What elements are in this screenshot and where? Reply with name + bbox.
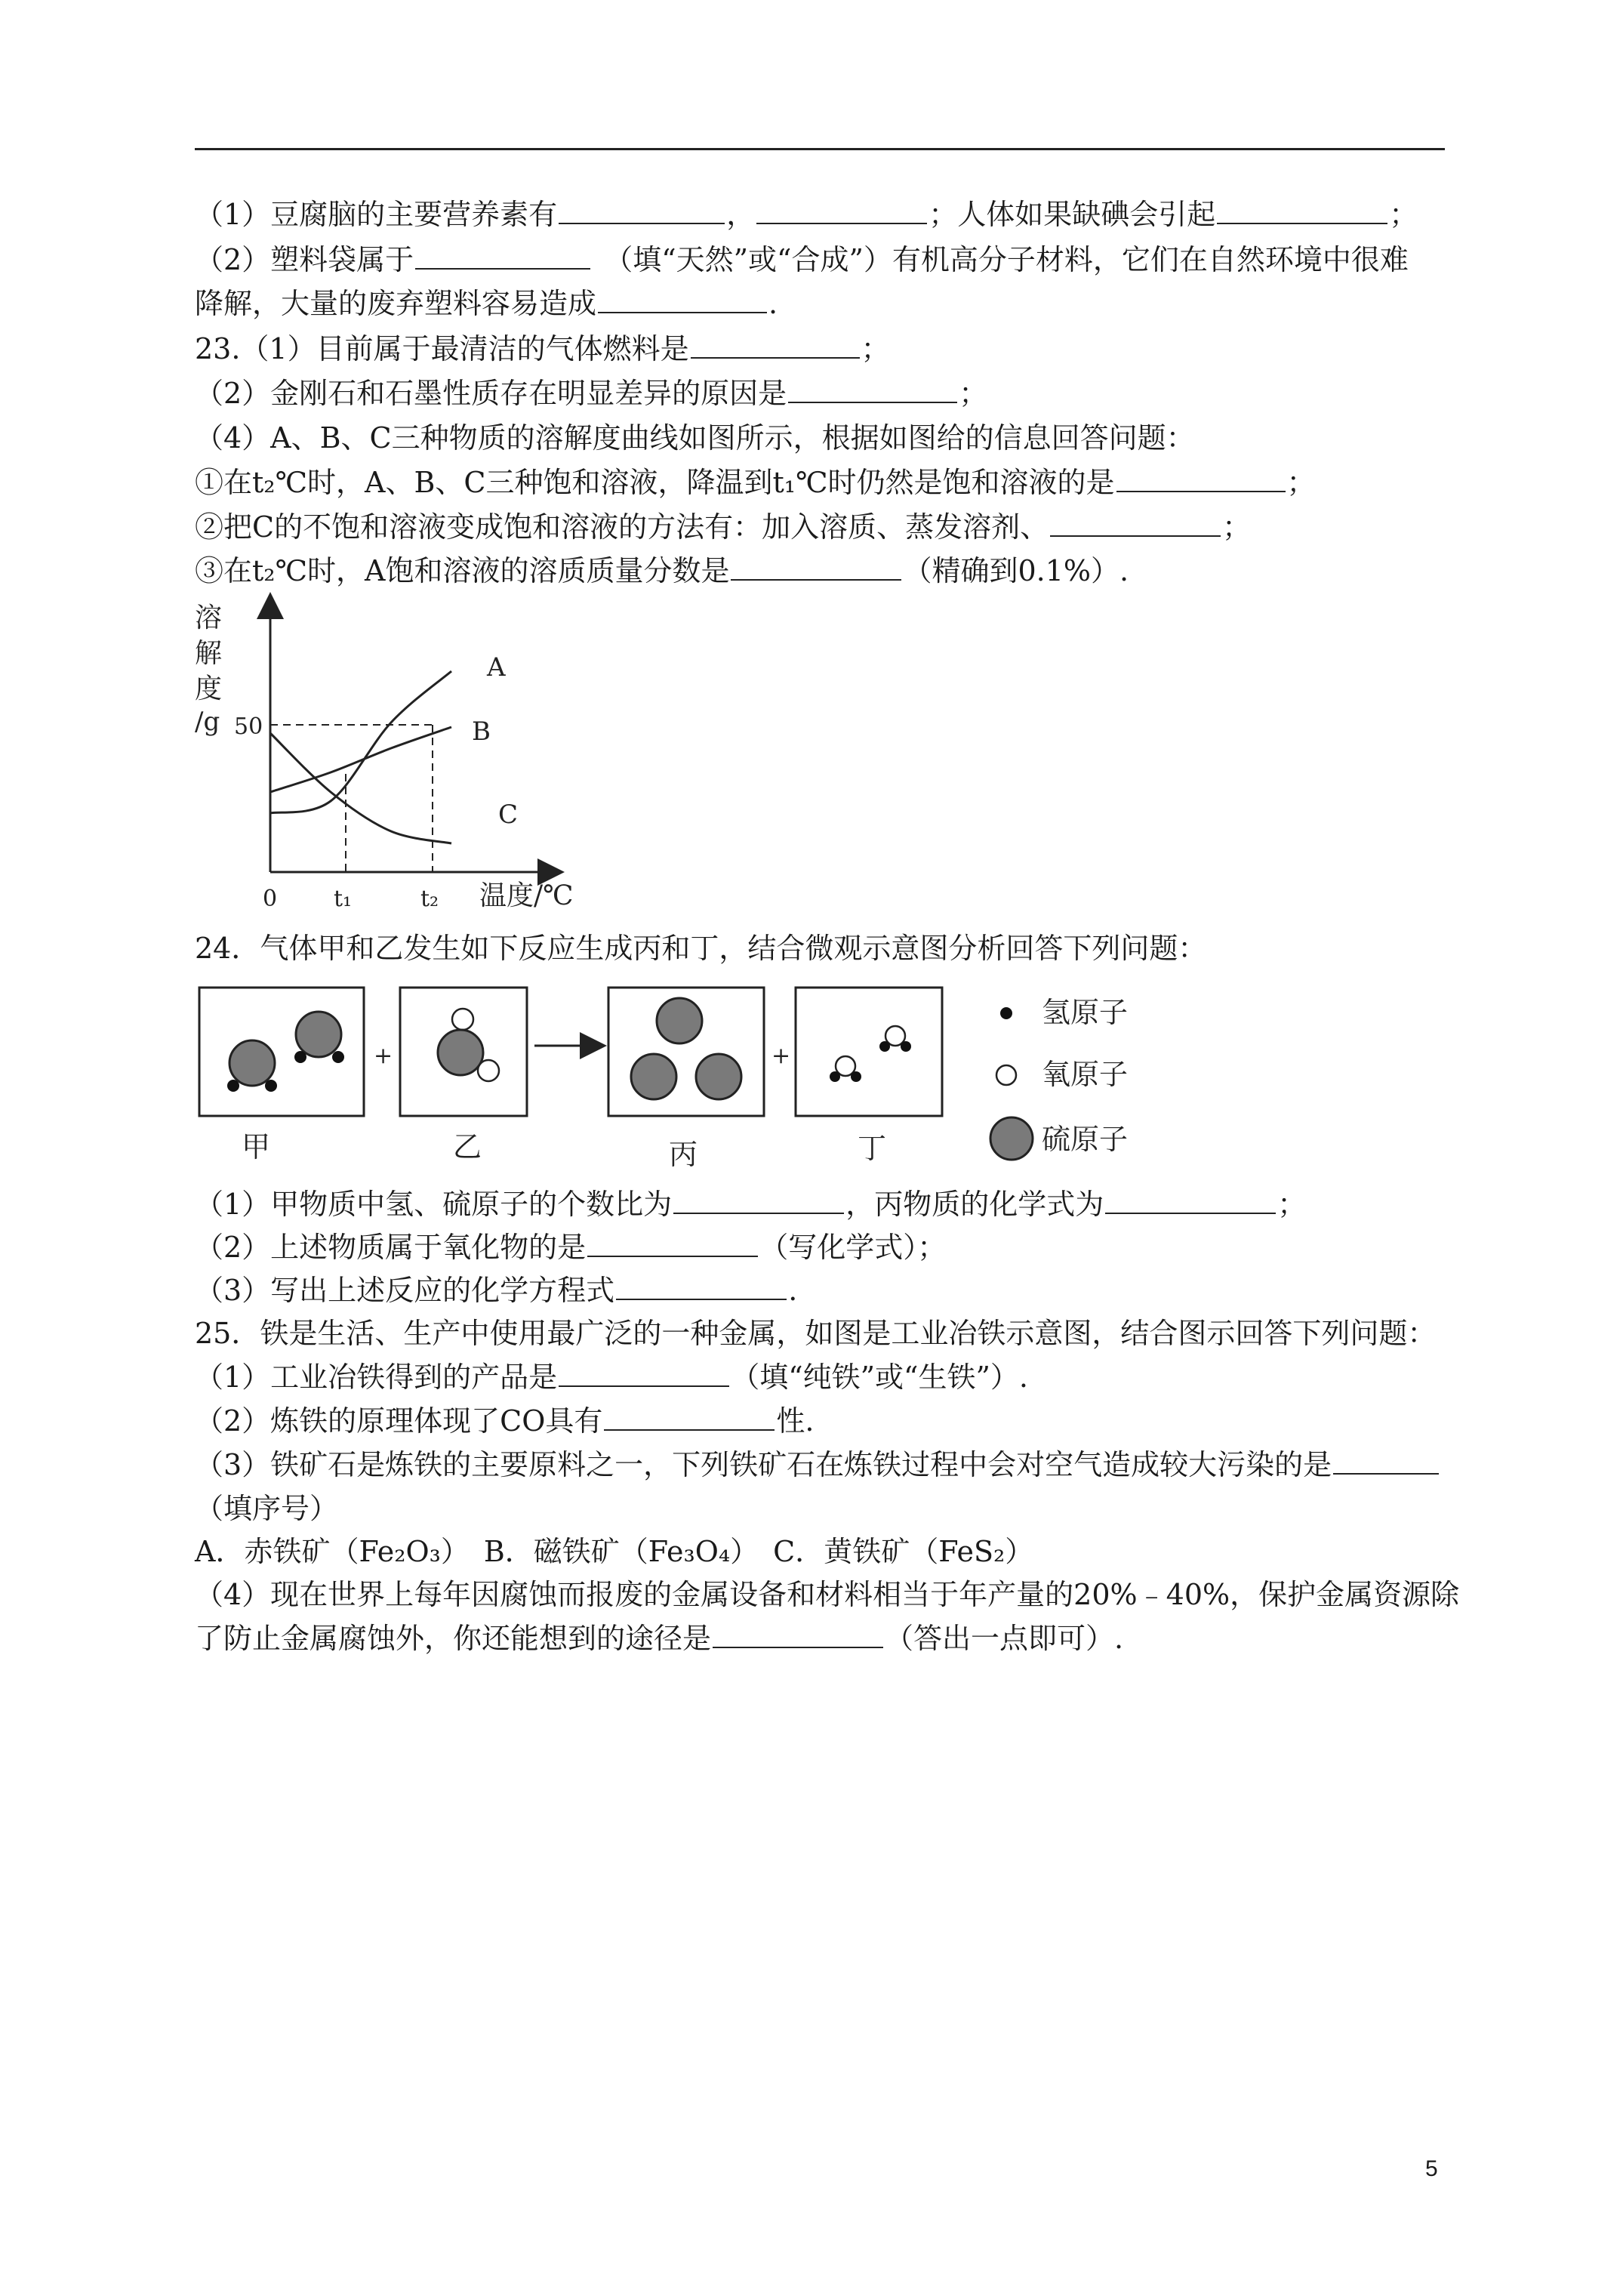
answer-blank[interactable] — [788, 376, 957, 403]
q25-line3b: （填序号） — [195, 1492, 339, 1525]
answer-blank[interactable] — [559, 1360, 729, 1387]
answer-blank[interactable] — [756, 197, 927, 224]
x-tick-t1: t₁ — [334, 886, 353, 912]
header-rule — [195, 148, 1445, 150]
oxygen-atom — [478, 1060, 499, 1081]
q23-line2: （2）金刚石和石墨性质存在明显差异的原因是 ； — [195, 377, 988, 410]
q24-line1: （1）甲物质中氢、硫原子的个数比为 ，丙物质的化学式为 ； — [195, 1188, 1307, 1221]
legend-hydrogen-dot — [1000, 1007, 1012, 1019]
answer-blank[interactable] — [415, 242, 590, 270]
y-tick-50: 50 — [234, 713, 263, 740]
box-ding — [796, 988, 942, 1116]
answer-blank[interactable] — [1116, 465, 1286, 492]
x-tick-0: 0 — [263, 886, 278, 912]
y-label-2: 解 — [195, 638, 223, 669]
q23-sub3: ③在t₂℃时，A饱和溶液的溶质质量分数是 （精确到0.1%）. — [195, 554, 1129, 587]
plus-sign: + — [771, 1043, 791, 1069]
hydrogen-atom — [332, 1051, 344, 1063]
q23-line1: 23.（1）目前属于最清洁的气体燃料是 ； — [195, 332, 890, 365]
hydrogen-atom — [227, 1080, 239, 1092]
q24-intro: 24．气体甲和乙发生如下反应生成丙和丁，结合微观示意图分析回答下列问题： — [195, 932, 1207, 965]
sulfur-atom — [696, 1054, 741, 1099]
hydrogen-atom — [901, 1041, 911, 1052]
q23-sub2: ②把C的不饱和溶液变成饱和溶液的方法有：加入溶质、蒸发溶剂、 ； — [195, 510, 1252, 544]
q22-line3: 降解，大量的废弃塑料容易造成 . — [195, 287, 778, 320]
answer-blank[interactable] — [587, 1230, 758, 1257]
answer-blank[interactable] — [713, 1621, 883, 1648]
q25-line4b: 了防止金属腐蚀外，你还能想到的途径是 （答出一点即可）. — [195, 1622, 1124, 1655]
series-C-label: C — [498, 800, 519, 830]
oxygen-atom — [452, 1009, 473, 1030]
series-C-curve — [270, 733, 451, 843]
q23-sub1: ①在t₂℃时，A、B、C三种饱和溶液，降温到t₁℃时仍然是饱和溶液的是 ； — [195, 466, 1316, 499]
answer-blank[interactable] — [559, 197, 725, 224]
hydrogen-atom — [294, 1051, 306, 1063]
series-A-curve — [270, 671, 451, 813]
label-yi: 乙 — [453, 1130, 482, 1163]
answer-blank[interactable] — [1217, 197, 1387, 224]
answer-blank[interactable] — [598, 286, 767, 313]
q25-line1: （1）工业冶铁得到的产品是 （填“纯铁”或“生铁”）. — [195, 1361, 1028, 1394]
legend-oxygen-dot — [996, 1065, 1016, 1085]
legend-sulfur-dot — [990, 1117, 1033, 1160]
q25-line3: （3）铁矿石是炼铁的主要原料之一，下列铁矿石在炼铁过程中会对空气造成较大污染的是 — [195, 1446, 1440, 1484]
label-jia: 甲 — [242, 1130, 271, 1163]
legend-oxygen: 氧原子 — [1042, 1058, 1129, 1091]
label-bing: 丙 — [669, 1138, 698, 1171]
sulfur-atom — [631, 1054, 676, 1099]
sulfur-atom — [438, 1030, 483, 1075]
sulfur-atom — [657, 998, 702, 1043]
q25-intro: 25．铁是生活、生产中使用最广泛的一种金属，如图是工业冶铁示意图，结合图示回答下列问题： — [195, 1317, 1437, 1350]
page-number: 5 — [1425, 2156, 1438, 2181]
q24-line3: （3）写出上述反应的化学方程式 . — [195, 1274, 798, 1307]
q25-line4: （4）现在世界上每年因腐蚀而报废的金属设备和材料相当于年产量的20%﹣40%，保护金属资源除 — [195, 1578, 1460, 1611]
answer-blank[interactable] — [673, 1187, 844, 1214]
q23-line4: （4）A、B、C三种物质的溶解度曲线如图所示，根据如图给的信息回答问题： — [195, 421, 1195, 455]
answer-blank[interactable] — [604, 1404, 775, 1431]
q24-line2: （2）上述物质属于氧化物的是 （写化学式）； — [195, 1231, 947, 1264]
reaction-diagram — [189, 974, 1193, 1178]
label-ding: 丁 — [858, 1132, 887, 1165]
solubility-chart — [189, 589, 611, 921]
sulfur-atom — [229, 1040, 275, 1086]
q25-line2: （2）炼铁的原理体现了CO具有 性. — [195, 1404, 815, 1438]
sulfur-atom — [296, 1012, 341, 1057]
y-label-3: 度 — [195, 673, 223, 704]
answer-blank[interactable] — [1050, 510, 1221, 537]
y-label-1: 溶 — [195, 603, 223, 633]
answer-blank[interactable] — [616, 1273, 787, 1300]
legend-sulfur: 硫原子 — [1042, 1123, 1129, 1156]
y-label-4: /g — [195, 707, 220, 737]
q22-line2: （2）塑料袋属于 （填“天然”或“合成”）有机高分子材料，它们在自然环境中很难 — [195, 243, 1409, 276]
plus-sign: + — [374, 1043, 393, 1069]
answer-blank[interactable] — [731, 553, 901, 581]
x-axis-label: 温度/℃ — [479, 880, 574, 911]
q22-line1: （1）豆腐脑的主要营养素有 ， ；人体如果缺碘会引起 ； — [195, 198, 1418, 231]
hydrogen-atom — [851, 1071, 861, 1082]
hydrogen-atom — [879, 1041, 890, 1052]
answer-blank[interactable] — [691, 331, 860, 359]
hydrogen-atom — [830, 1071, 840, 1082]
x-tick-t2: t₂ — [420, 886, 439, 912]
answer-blank[interactable] — [1333, 1447, 1439, 1475]
series-B-label: B — [472, 717, 491, 747]
q25-options: A．赤铁矿（Fe₂O₃） B．磁铁矿（Fe₃O₄） C．黄铁矿（FeS₂） — [195, 1535, 1034, 1568]
hydrogen-atom — [265, 1080, 277, 1092]
answer-blank[interactable] — [1105, 1187, 1276, 1214]
series-A-label: A — [487, 652, 506, 683]
legend-hydrogen: 氢原子 — [1042, 996, 1129, 1029]
